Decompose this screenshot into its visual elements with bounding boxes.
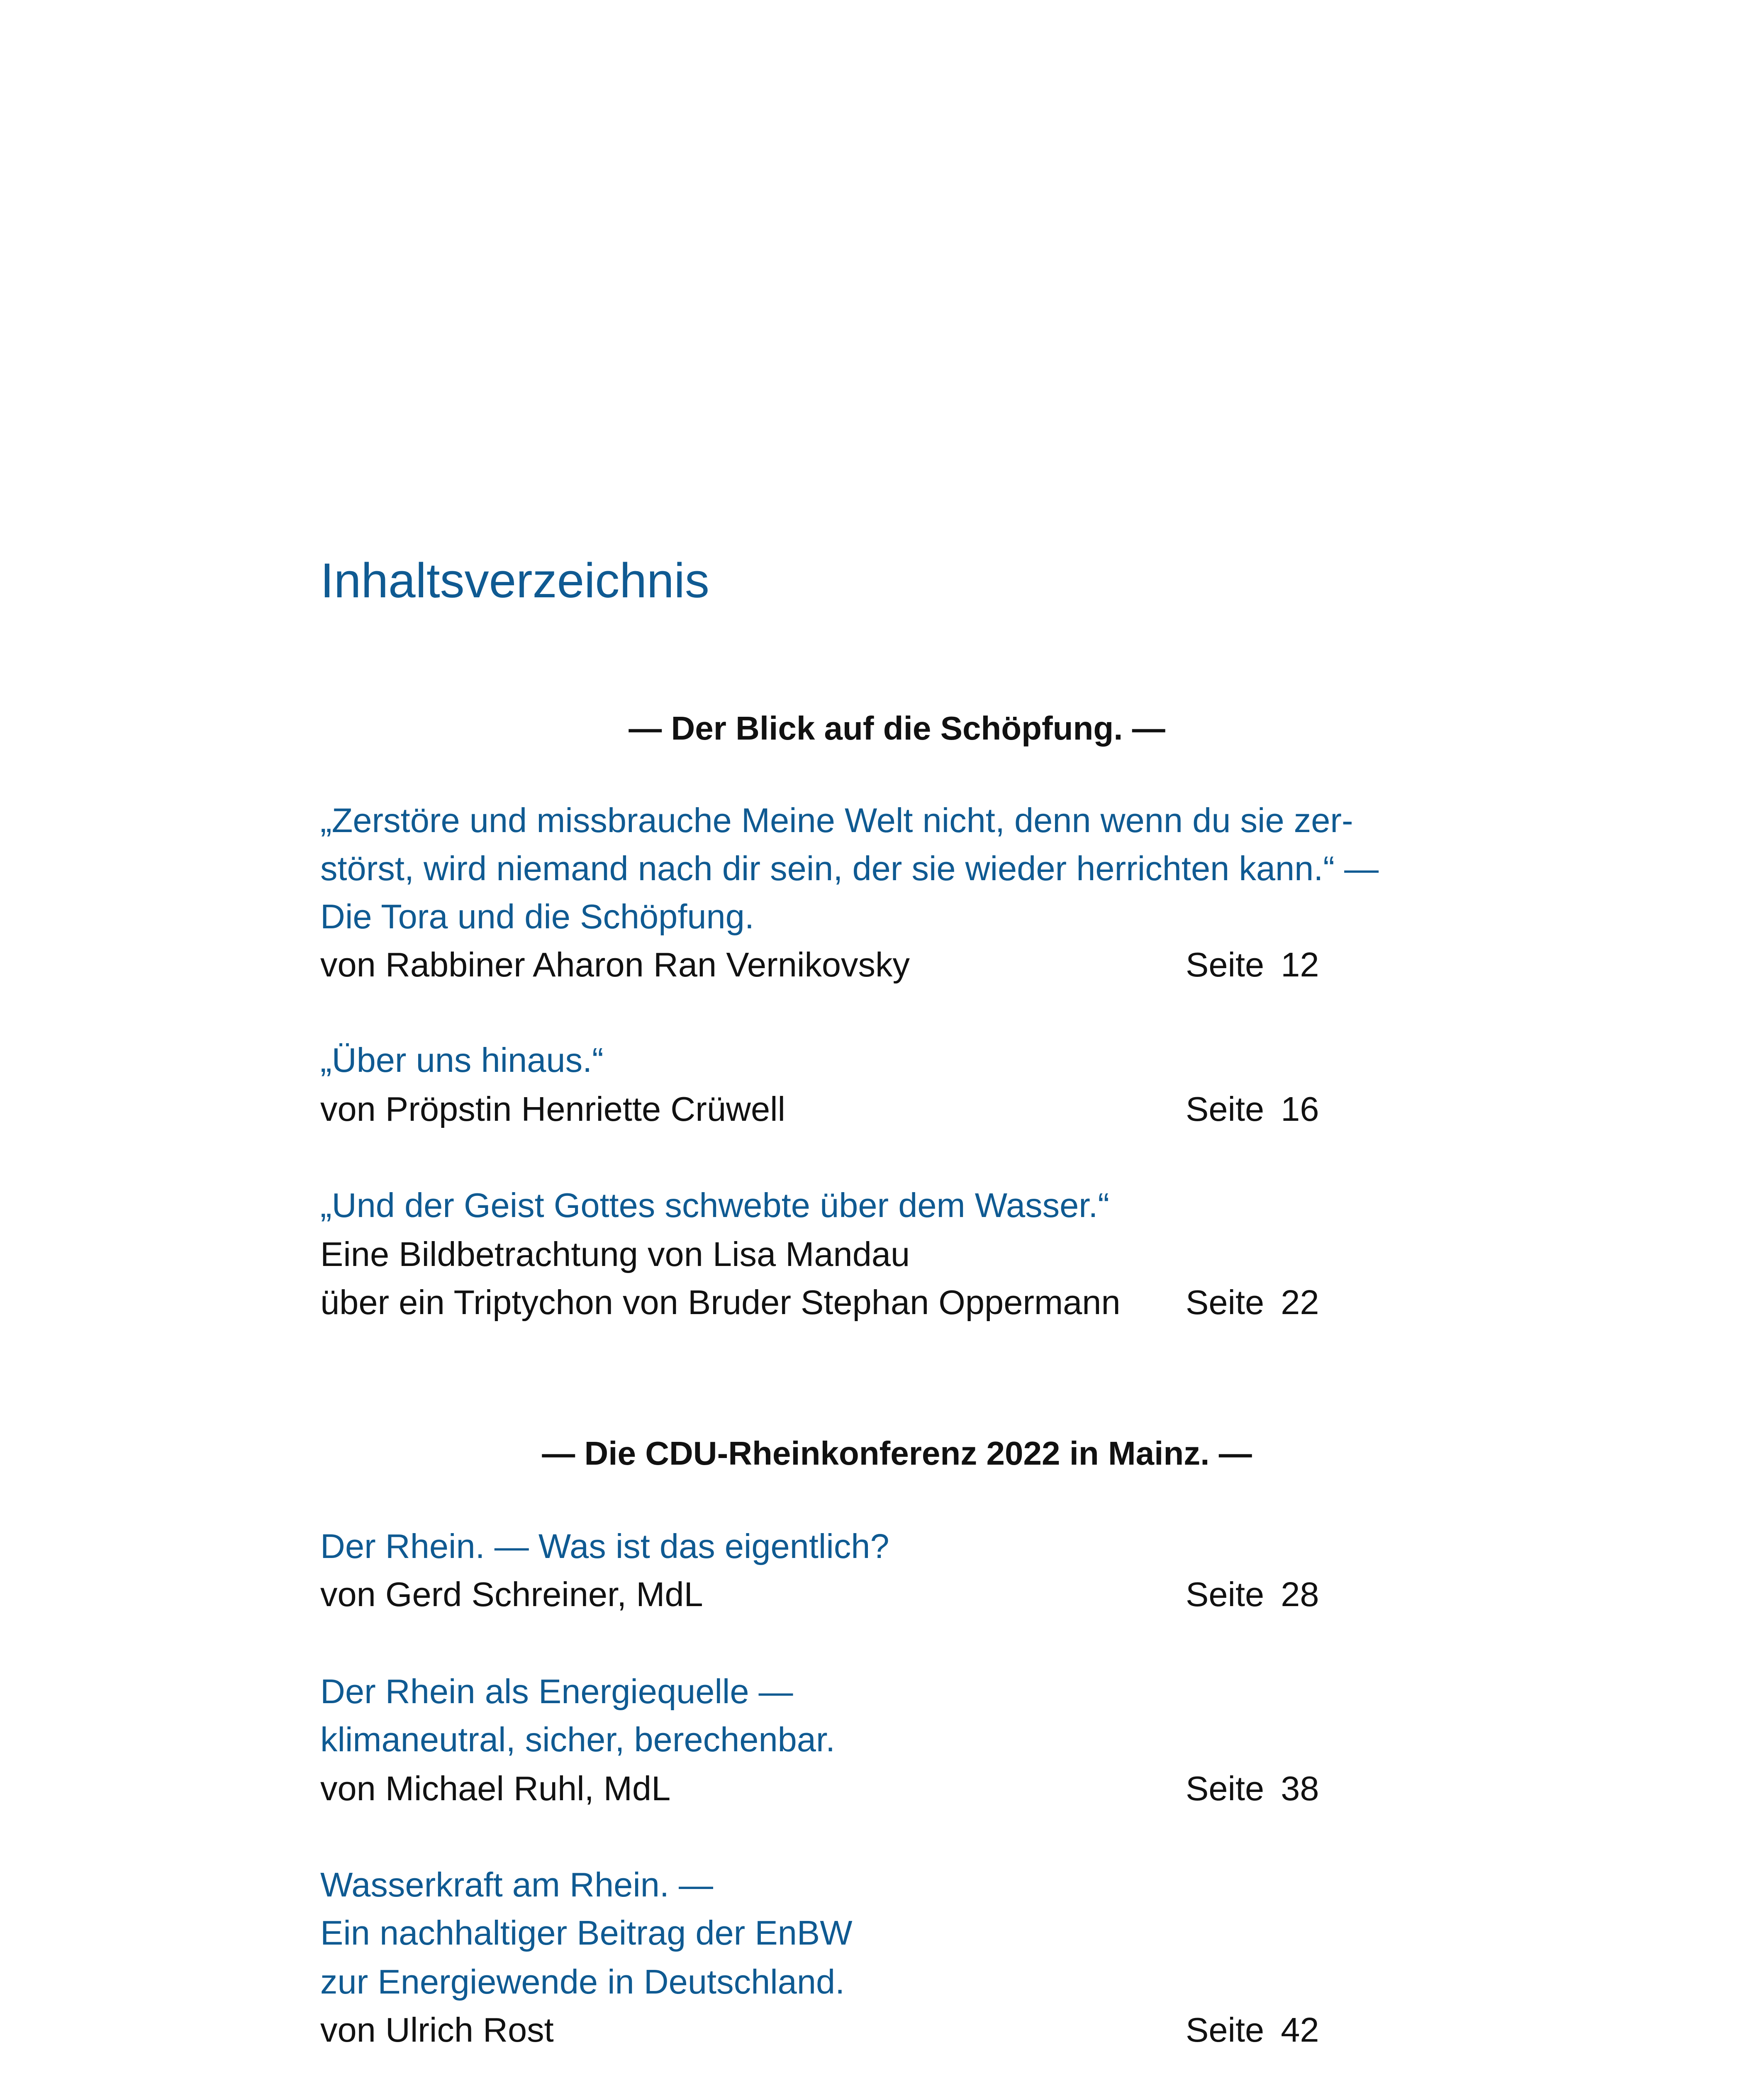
page-ref-number: 42	[1281, 2011, 1319, 2049]
entry-author: von Ulrich Rost	[320, 2011, 554, 2049]
entry-author: von Rabbiner Aharon Ran Vernikovsky	[320, 945, 910, 984]
entry-title-line: Wasserkraft am Rhein. —	[320, 1865, 714, 1904]
page-label: Seite	[1186, 1575, 1265, 1614]
entry-title-line: Der Rhein als Energiequelle —	[320, 1672, 793, 1711]
entry-author: über ein Triptychon von Bruder Stephan Oppermann	[320, 1283, 1121, 1322]
page-label: Seite	[1186, 2011, 1265, 2049]
page-label: Seite	[1186, 1769, 1265, 1808]
entry-title-line: „Über uns hinaus.“	[320, 1041, 604, 1079]
entry-author: von Gerd Schreiner, MdL	[320, 1575, 703, 1614]
page-title: Inhaltsverzeichnis	[320, 553, 709, 608]
entry-title-line: Der Rhein. — Was ist das eigentlich?	[320, 1527, 889, 1565]
entry-title-line: klimaneutral, sicher, berechenbar.	[320, 1720, 836, 1759]
page-ref-number: 22	[1281, 1283, 1319, 1322]
entry-title-line: „Zerstöre und missbrauche Meine Welt nicht, denn wenn du sie zer-	[320, 801, 1353, 840]
entry-page-ref	[1186, 1765, 1319, 1813]
entry-title-line: störst, wird niemand nach dir sein, der sie wieder herrichten kann.“ —	[320, 849, 1379, 888]
entry-page-ref	[1186, 1278, 1319, 1327]
page-label: Seite	[1186, 1283, 1265, 1322]
section-heading: — Der Blick auf die Schöpfung. —	[629, 710, 1165, 747]
entry-title-line: zur Energiewende in Deutschland.	[320, 1962, 845, 2001]
entry-author: von Pröpstin Henriette Crüwell	[320, 1090, 785, 1128]
entry-author: von Michael Ruhl, MdL	[320, 1769, 671, 1808]
entry-page-ref	[1186, 1570, 1319, 1619]
page-label: Seite	[1186, 945, 1265, 984]
page-label: Seite	[1186, 1090, 1265, 1128]
page-ref-number: 38	[1281, 1769, 1319, 1808]
entry-page-ref	[1186, 2006, 1319, 2054]
entry-author: Eine Bildbetrachtung von Lisa Mandau	[320, 1235, 910, 1273]
entry-title-line: Ein nachhaltiger Beitrag der EnBW	[320, 1913, 853, 1952]
entry-title-line: Die Tora und die Schöpfung.	[320, 897, 754, 936]
page-ref-number: 28	[1281, 1575, 1319, 1614]
entry-page-ref	[1186, 1085, 1319, 1133]
entry-title-line: „Und der Geist Gottes schwebte über dem Wasser.“	[320, 1186, 1110, 1224]
page-ref-number: 12	[1281, 945, 1319, 984]
entry-page-ref	[1186, 941, 1319, 989]
section-heading: — Die CDU-Rheinkonferenz 2022 in Mainz. —	[542, 1435, 1252, 1472]
page-ref-number: 16	[1281, 1090, 1319, 1128]
